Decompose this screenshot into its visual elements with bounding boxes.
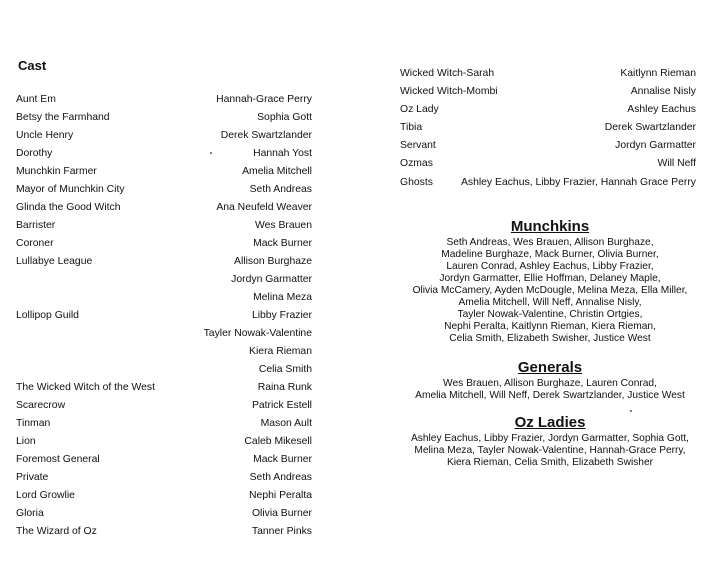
role-name: The Wizard of Oz: [16, 526, 97, 537]
cast-row: [0, 380, 360, 396]
print-speck: [630, 410, 632, 412]
role-name: Betsy the Farmhand: [16, 112, 110, 123]
actor-name: Mack Burner: [253, 454, 312, 465]
role-name: The Wicked Witch of the West: [16, 382, 155, 393]
name-line: Amelia Mitchell, Will Neff, Derek Swartzlander, Justice West: [415, 390, 685, 401]
cast-row: [360, 120, 720, 136]
oz-ladies-heading: Oz Ladies: [514, 414, 586, 431]
role-name: Wicked Witch-Mombi: [400, 86, 498, 97]
role-name: Foremost General: [16, 454, 100, 465]
role-name: Tinman: [16, 418, 51, 429]
oz-ladies-list: [370, 433, 720, 469]
role-name: Lollipop Guild: [16, 310, 79, 321]
cast-row: [0, 164, 360, 180]
actor-name: Raina Runk: [257, 382, 312, 393]
print-speck: [210, 152, 212, 154]
actor-name: Caleb Mikesell: [244, 436, 312, 447]
name-line: Nephi Peralta, Kaitlynn Rieman, Kiera Rieman,: [444, 321, 656, 332]
role-name: Munchkin Farmer: [16, 166, 97, 177]
cast-row: [0, 344, 360, 360]
cast-row: [360, 156, 720, 172]
generals-heading: Generals: [517, 359, 583, 376]
actor-name: Tayler Nowak-Valentine: [203, 328, 312, 339]
role-name: Lion: [16, 436, 36, 447]
actor-name: Celia Smith: [258, 364, 312, 375]
role-name: Glinda the Good Witch: [16, 202, 121, 213]
actor-name: Seth Andreas: [249, 184, 312, 195]
actor-name: Libby Frazier: [251, 310, 312, 321]
role-name: Scarecrow: [16, 400, 66, 411]
cast-heading: Cast: [18, 58, 47, 73]
role-name: Gloria: [16, 508, 44, 519]
cast-row: [0, 452, 360, 468]
cast-row: [0, 272, 360, 288]
cast-row: [360, 84, 720, 100]
munchkins-heading: Munchkins: [510, 218, 590, 235]
actor-name: Wes Brauen: [255, 220, 312, 231]
actor-name: Hannah-Grace Perry: [216, 94, 312, 105]
actor-name: Amelia Mitchell: [242, 166, 312, 177]
role-name: Oz Lady: [400, 104, 439, 115]
actor-name: Allison Burghaze: [234, 256, 312, 267]
actor-name: Nephi Peralta: [249, 490, 312, 501]
actor-name: Seth Andreas: [249, 472, 312, 483]
munchkins-list: [370, 237, 720, 345]
actor-name: Annalise Nisly: [630, 86, 696, 97]
cast-row: [0, 362, 360, 378]
cast-row: [0, 398, 360, 414]
actor-name: Ana Neufeld Weaver: [216, 202, 312, 213]
cast-row: [0, 110, 360, 126]
cast-row: [0, 236, 360, 252]
cast-row: [0, 434, 360, 450]
cast-row: [360, 138, 720, 154]
cast-row: [0, 182, 360, 198]
right-column: [360, 0, 720, 563]
actor-name: Kaitlynn Rieman: [620, 68, 696, 79]
role-name: Servant: [400, 140, 436, 151]
actor-name: Hannah Yost: [253, 148, 312, 159]
generals-list: [370, 378, 720, 402]
cast-row: [360, 175, 720, 191]
cast-row: [0, 308, 360, 324]
cast-row: [0, 416, 360, 432]
name-line: Melina Meza, Tayler Nowak-Valentine, Hannah-Grace Perry,: [414, 445, 686, 456]
cast-row: [0, 506, 360, 522]
name-line: Wes Brauen, Allison Burghaze, Lauren Conrad,: [443, 378, 657, 389]
actor-name: Sophia Gott: [257, 112, 312, 123]
actor-name: Tanner Pinks: [251, 526, 312, 537]
actor-name: Will Neff: [657, 158, 696, 169]
name-line: Ashley Eachus, Libby Frazier, Jordyn Garmatter, Sophia Gott,: [410, 433, 690, 444]
cast-row: [360, 102, 720, 118]
name-line: Kiera Rieman, Celia Smith, Elizabeth Swisher: [446, 457, 654, 468]
cast-row: [0, 146, 360, 162]
role-name: Ozmas: [400, 158, 433, 169]
actor-name: Ashley Eachus: [627, 104, 696, 115]
role-name: Tibia: [400, 122, 423, 133]
cast-row: [0, 254, 360, 270]
name-line: Lauren Conrad, Ashley Eachus, Libby Frazier,: [446, 261, 654, 272]
actor-name: Jordyn Garmatter: [231, 274, 312, 285]
cast-row: [0, 128, 360, 144]
cast-row: [0, 200, 360, 216]
name-line: Tayler Nowak-Valentine, Christin Ortgies,: [457, 309, 643, 320]
role-name: Aunt Em: [16, 94, 56, 105]
role-name: Lord Growlie: [16, 490, 75, 501]
cast-row: [0, 290, 360, 306]
actor-name: Melina Meza: [253, 292, 312, 303]
name-line: Amelia Mitchell, Will Neff, Annalise Nisly,: [458, 297, 642, 308]
role-name: Barrister: [16, 220, 56, 231]
cast-row: [0, 92, 360, 108]
role-name: Dorothy: [16, 148, 53, 159]
actor-name: Patrick Estell: [251, 400, 312, 411]
name-line: Celia Smith, Elizabeth Swisher, Justice West: [449, 333, 651, 344]
cast-row: [360, 66, 720, 82]
cast-row: [0, 488, 360, 504]
actor-name: Derek Swartzlander: [604, 122, 696, 133]
role-name: Mayor of Munchkin City: [16, 184, 125, 195]
actor-name: Mason Ault: [260, 418, 312, 429]
cast-row: [0, 470, 360, 486]
name-line: Seth Andreas, Wes Brauen, Allison Burghaze,: [446, 237, 654, 248]
role-name: Uncle Henry: [16, 130, 74, 141]
actor-name: Mack Burner: [253, 238, 312, 249]
role-name: Ghosts: [400, 177, 433, 188]
name-line: Olivia McCamery, Ayden McDougle, Melina Meza, Ella Miller,: [412, 285, 688, 296]
name-line: Madeline Burghaze, Mack Burner, Olivia Burner,: [441, 249, 659, 260]
actor-name: Kiera Rieman: [249, 346, 312, 357]
cast-row: [0, 218, 360, 234]
actor-name: Jordyn Garmatter: [615, 140, 696, 151]
actor-name: Olivia Burner: [251, 508, 312, 519]
cast-row: [0, 326, 360, 342]
role-name: Lullabye League: [16, 256, 93, 267]
actor-name: Derek Swartzlander: [220, 130, 312, 141]
name-line: Jordyn Garmatter, Ellie Hoffman, Delaney Maple,: [439, 273, 661, 284]
role-name: Private: [16, 472, 49, 483]
role-name: Coroner: [16, 238, 54, 249]
actor-name: Ashley Eachus, Libby Frazier, Hannah Grace Perry: [460, 177, 696, 188]
role-name: Wicked Witch-Sarah: [400, 68, 495, 79]
cast-row: [0, 524, 360, 540]
